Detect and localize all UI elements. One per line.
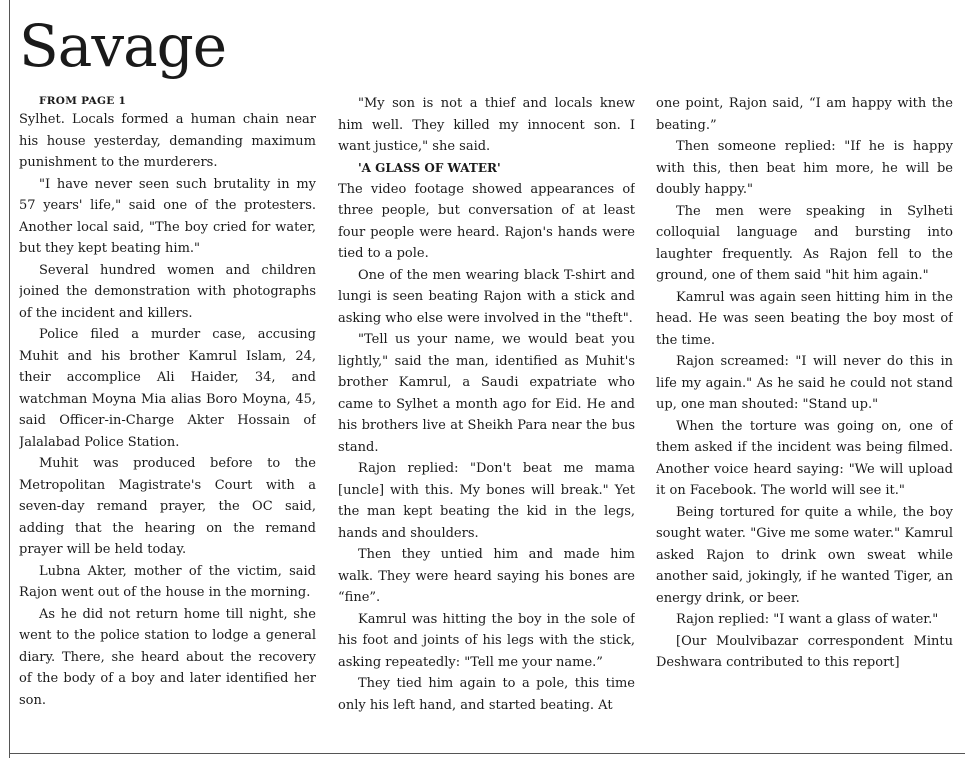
paragraph: Muhit was produced before to the Metropolitan Magistrate's Court with a seven-day remand prayer, the OC said, adding that the hearing on the remand prayer will be held today. xyxy=(19,456,316,557)
kicker: FROM PAGE 1 xyxy=(39,95,127,107)
paragraph: The men were speaking in Sylheti colloquial language and bursting into laughter frequently. As Rajon fell to the ground, one of them said "hit him again." xyxy=(656,203,953,283)
headline: Savage xyxy=(19,12,227,80)
paragraph: They tied him again to a pole, this time only his left hand, and started beating. At xyxy=(338,676,635,713)
paragraph: "Tell us your name, we would beat you lightly," said the man, identified as Muhit's brother Kamrul, a Saudi expatriate who came to Sylhet a month ago for Eid. He and his brothers live at Sheikh Para near the bus stand. xyxy=(338,332,635,455)
paragraph: one point, Rajon said, “I am happy with the beating.” xyxy=(656,96,953,133)
left-column-rule xyxy=(9,0,10,758)
paragraph: Sylhet. Locals formed a human chain near his house yesterday, demanding maximum punishment to the murderers. xyxy=(19,112,316,170)
paragraph: Rajon screamed: "I will never do this in life my again." As he said he could not stand up, one man shouted: "Stand up." xyxy=(656,354,953,412)
paragraph: Rajon replied: "Don't beat me mama [uncle] with this. My bones will break." Yet the man kept beating the kid in the legs, hands and shoulders. xyxy=(338,461,635,541)
paragraph: As he did not return home till night, she went to the police station to lodge a general diary. There, she heard about the recovery of the body of a boy and later identified her son. xyxy=(19,606,316,708)
paragraph: Police filed a murder case, accusing Muhit and his brother Kamrul Islam, 24, their accomplice Ali Haider, 34, and watchman Moyna Mia alias Boro Moyna, 45, said Officer-in-Charge Akter Hossain of Jalalabad Police Station. xyxy=(19,327,316,450)
paragraph: Lubna Akter, mother of the victim, said Rajon went out of the house in the morning. xyxy=(19,563,316,600)
paragraph: Kamrul was hitting the boy in the sole of his foot and joints of his legs with the stick, asking repeatedly: "Tell me your name.” xyxy=(338,611,635,670)
paragraph: Being tortured for quite a while, the boy sought water. "Give me some water." Kamrul asked Rajon to drink own sweat while another said, jokingly, if he wanted Tiger, an energy drink, or beer. xyxy=(656,504,953,606)
article-column-3 xyxy=(656,93,953,751)
paragraph: Then they untied him and made him walk. They were heard saying his bones are “fine”. xyxy=(338,547,635,605)
paragraph: "I have never seen such brutality in my 57 years' life," said one of the protesters. Another local said, "The boy cried for water, but they kept beating him." xyxy=(19,176,316,256)
paragraph: When the torture was going on, one of them asked if the incident was being filmed. Another voice heard saying: "We will upload it on Facebook. The world will see it." xyxy=(656,418,953,498)
bottom-rule xyxy=(9,753,965,754)
paragraph: Kamrul was again seen hitting him in the head. He was seen beating the boy most of the time. xyxy=(656,289,953,348)
paragraph: Then someone replied: "If he is happy with this, then beat him more, he will be doubly happy." xyxy=(656,139,953,197)
article-column-1 xyxy=(19,93,316,751)
paragraph: The video footage showed appearances of three people, but conversation of at least four people were heard. Rajon's hands were tied to a pole. xyxy=(338,181,635,261)
paragraph: [Our Moulvibazar correspondent Mintu Deshwara contributed to this report] xyxy=(656,633,953,670)
paragraph: "My son is not a thief and locals knew him well. They killed my innocent son. I want justice," she said. xyxy=(338,96,635,154)
paragraph: Several hundred women and children joined the demonstration with photographs of the incident and killers. xyxy=(19,262,316,321)
paragraph: One of the men wearing black T-shirt and lungi is seen beating Rajon with a stick and asking who else were involved in the "theft". xyxy=(338,267,635,326)
paragraph: Rajon replied: "I want a glass of water." xyxy=(676,612,939,627)
article-column-2 xyxy=(338,93,635,751)
subheading: 'A GLASS OF WATER' xyxy=(358,160,501,175)
